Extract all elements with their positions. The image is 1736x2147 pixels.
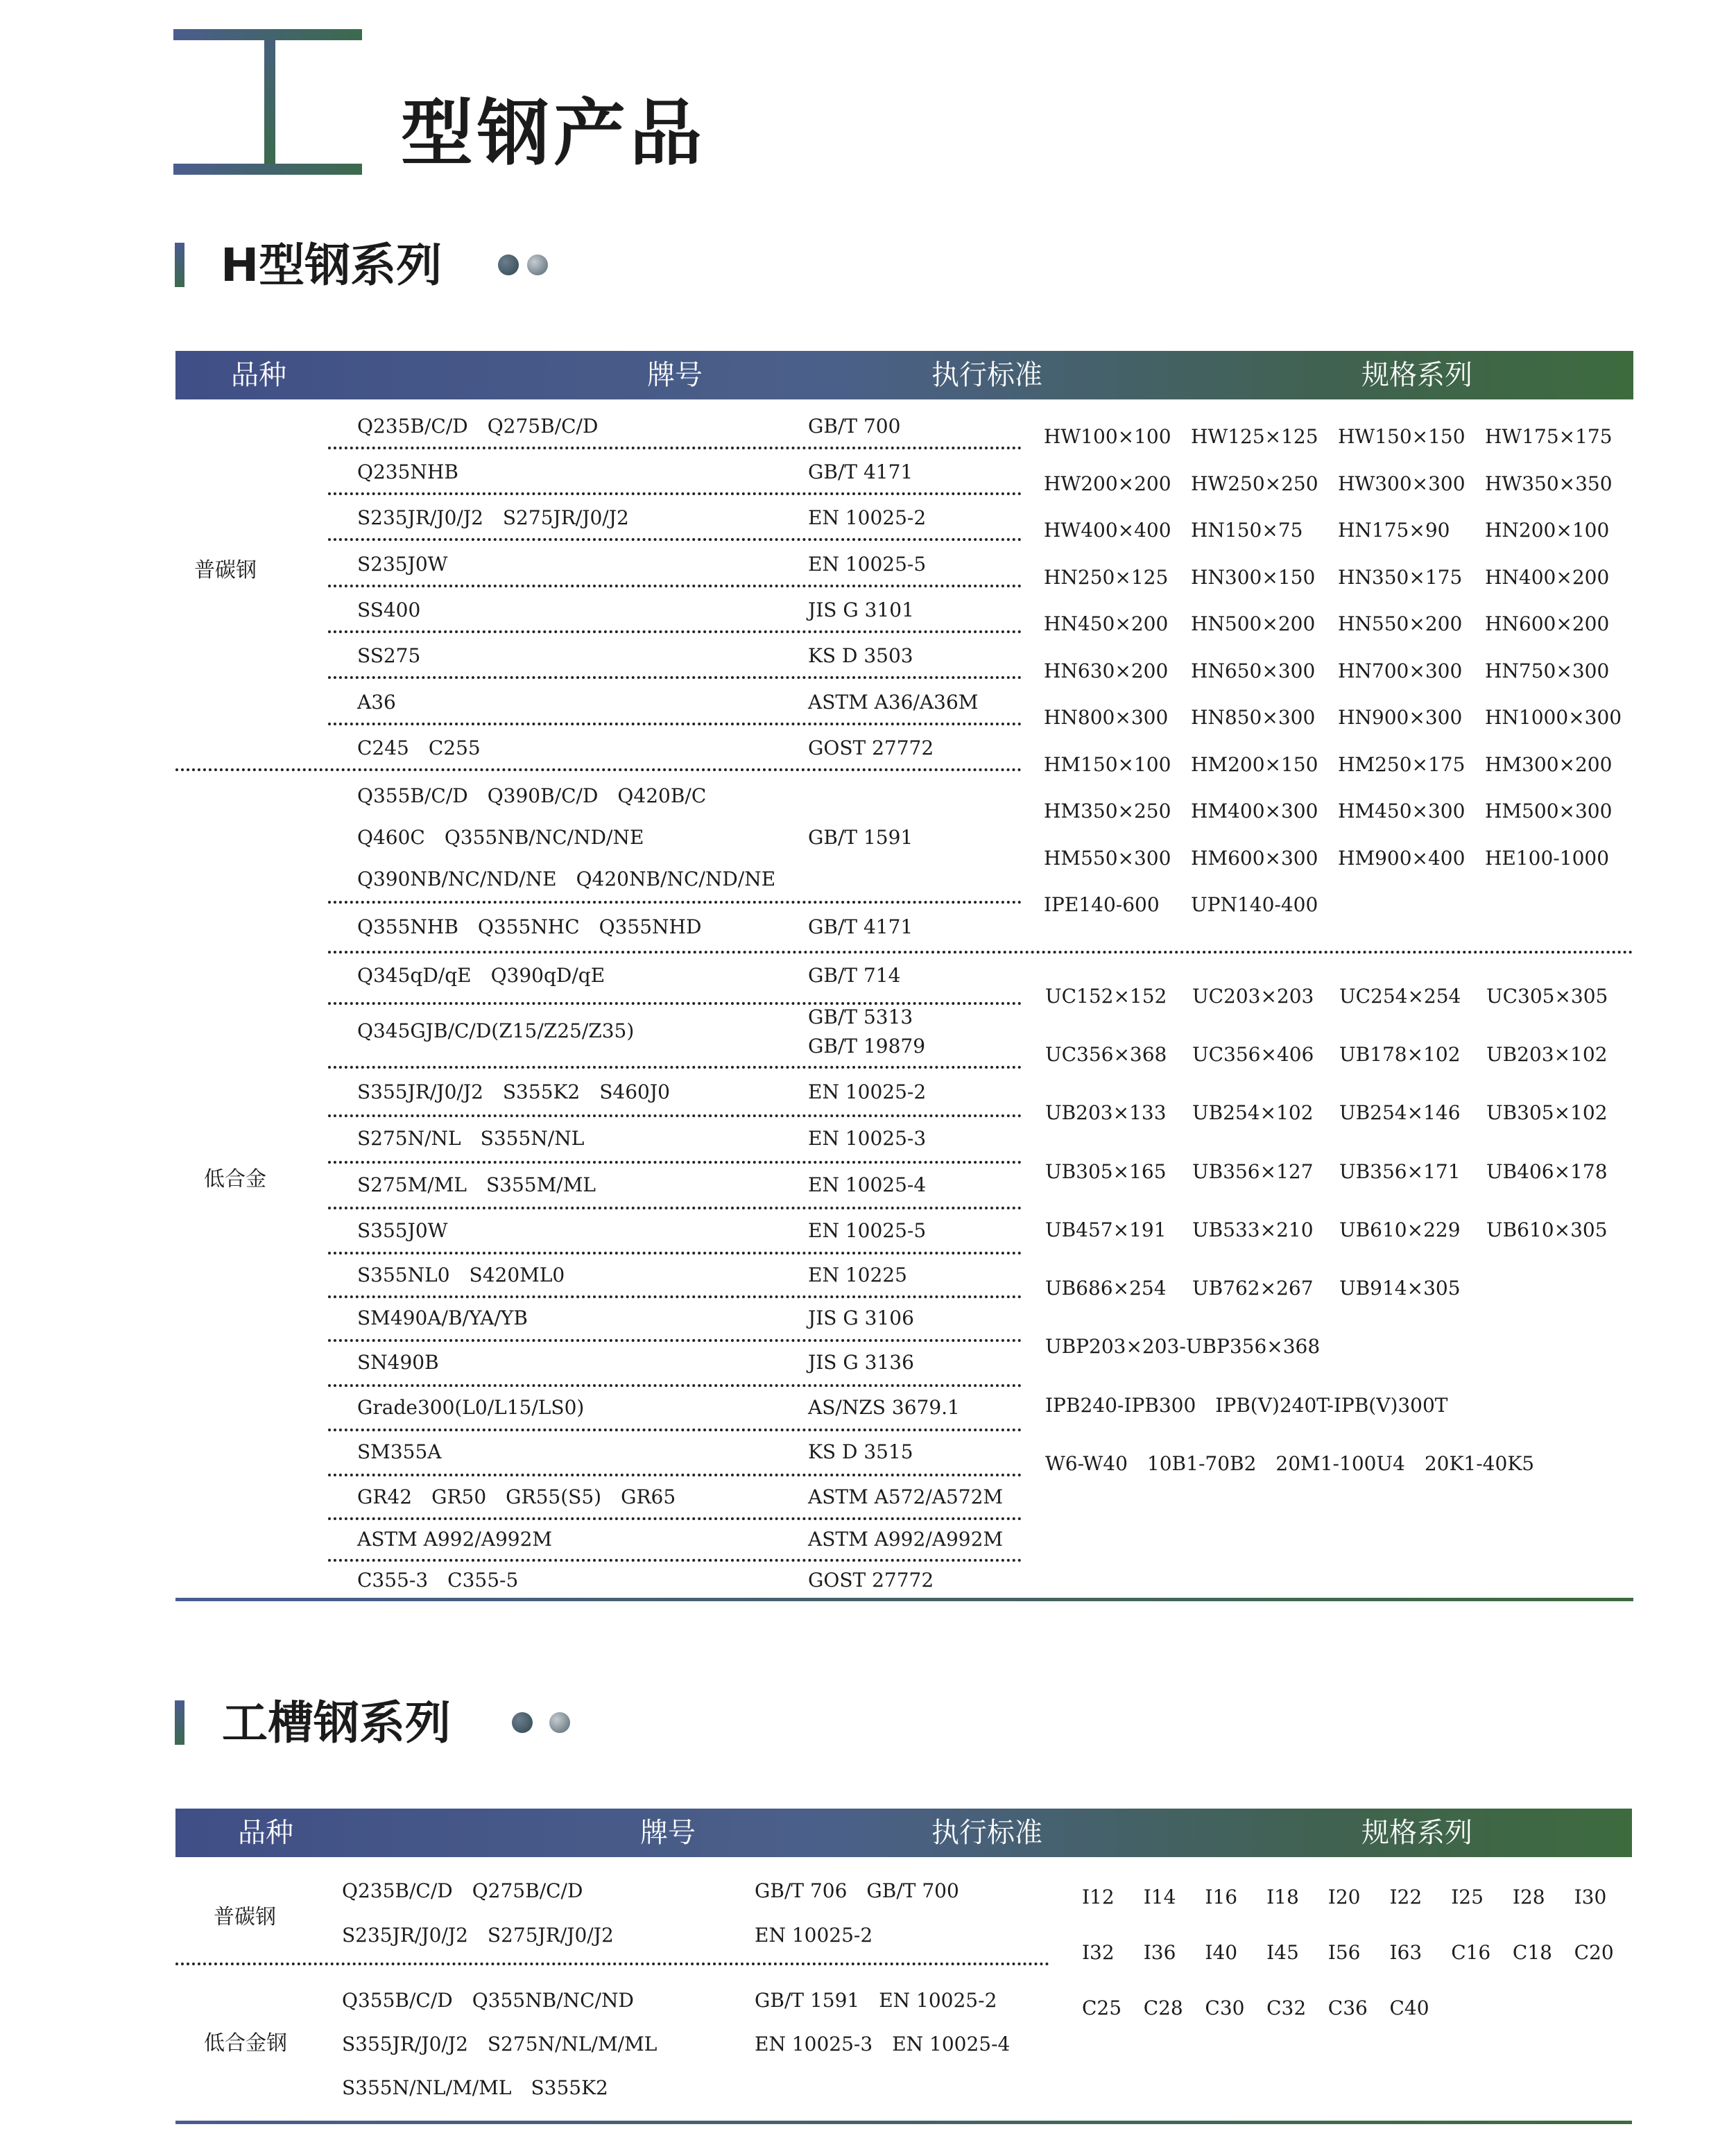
standard-cell: KS D 3515 [808, 1440, 913, 1463]
category-divider [175, 1963, 1049, 1965]
header-spec: 规格系列 [1361, 359, 1472, 391]
grade-cell: Q235B/C/D Q275B/C/D [342, 1879, 583, 1902]
spec-cell: HM300×200 [1485, 752, 1613, 776]
standard-cell: GB/T 4171 [808, 915, 913, 938]
standard-cell: GB/T 700 [808, 415, 901, 438]
spec-cell: HM350×250 [1044, 800, 1171, 822]
header-grade: 牌号 [647, 359, 703, 391]
row-divider [328, 1114, 1022, 1117]
grade-cell: Q345qD/qE Q390qD/qE [357, 964, 605, 987]
spec-cell: C40 [1389, 1997, 1429, 2019]
spec-cell: C32 [1266, 1997, 1307, 2019]
standard-cell: AS/NZS 3679.1 [808, 1396, 960, 1419]
spec-cell: I28 [1512, 1886, 1545, 1908]
spec-cell: HN200×100 [1485, 519, 1610, 542]
grade-cell: S235JR/J0/J2 S275JR/J0/J2 [357, 506, 629, 529]
spec-cell: HM400×300 [1191, 800, 1318, 822]
standard-cell: EN 10025-5 [808, 1219, 927, 1242]
grade-cell: GR42 GR50 GR55(S5) GR65 [357, 1485, 676, 1508]
header-variety: 品种 [231, 359, 286, 391]
title-logo-stem [264, 40, 275, 164]
standard-cell: GOST 27772 [808, 1569, 934, 1592]
spec-cell: C16 [1451, 1941, 1491, 1964]
standard-cell: ASTM A992/A992M [808, 1528, 1004, 1551]
row-divider [328, 1474, 1022, 1476]
spec-cell: HW100×100 [1044, 425, 1171, 448]
spec-cell: I25 [1451, 1886, 1484, 1908]
header-grade: 牌号 [640, 1817, 696, 1849]
header-standard: 执行标准 [931, 1817, 1042, 1849]
spec-cell: I14 [1143, 1886, 1176, 1908]
spec-cell: UB610×229 [1339, 1218, 1461, 1241]
category-plain-carbon: 普碳钢 [194, 558, 257, 583]
spec-cell: HN500×200 [1191, 612, 1316, 635]
row-divider [328, 1339, 1022, 1342]
spec-cell: I20 [1327, 1886, 1361, 1908]
category-plain-carbon: 普碳钢 [214, 1905, 276, 1929]
spec-cell: HN1000×300 [1485, 706, 1622, 729]
grade-cell: SN490B [357, 1351, 439, 1374]
section-marker [175, 243, 184, 287]
spec-cell: HN650×300 [1191, 659, 1316, 682]
spec-cell: HN400×200 [1485, 565, 1610, 589]
spec-cell: HW200×200 [1044, 472, 1171, 495]
spec-cell: HN175×90 [1338, 519, 1450, 542]
grade-cell: Grade300(L0/L15/LS0) [357, 1396, 585, 1419]
row-divider [328, 1002, 1022, 1005]
row-divider [328, 1066, 1022, 1069]
spec-cell: UB533×210 [1192, 1218, 1314, 1241]
spec-cell: I22 [1389, 1886, 1423, 1908]
grade-cell: Q235B/C/D Q275B/C/D [357, 415, 599, 438]
spec-cell: UB610×305 [1486, 1218, 1608, 1241]
standard-cell: GOST 27772 [808, 736, 934, 759]
grade-cell: S355J0W [357, 1219, 448, 1242]
spec-cell: HW400×400 [1044, 519, 1171, 542]
standard-cell: EN 10025-5 [808, 553, 927, 576]
grade-cell: S355N/NL/M/ML S355K2 [342, 2076, 608, 2099]
standard-cell: ASTM A36/A36M [808, 691, 979, 714]
grade-cell: C245 C255 [357, 736, 481, 759]
spec-cell: HN630×200 [1044, 659, 1169, 682]
spec-cell: HN900×300 [1338, 706, 1463, 729]
spec-cell: UC305×305 [1486, 985, 1608, 1008]
spec-cell: UC356×368 [1045, 1043, 1167, 1067]
spec-cell: HM500×300 [1485, 800, 1613, 822]
i-table-bottom-rule [175, 2121, 1632, 2124]
row-divider [328, 630, 1022, 633]
spec-cell: HM450×300 [1338, 800, 1466, 822]
standard-cell: ASTM A572/A572M [808, 1485, 1004, 1508]
spec-cell: C28 [1143, 1997, 1183, 2019]
spec-cell: UC152×152 [1045, 985, 1167, 1008]
spec-cell: HM600×300 [1191, 846, 1318, 870]
h-section-title: H型钢系列 [221, 239, 442, 292]
spec-line: W6-W40 10B1-70B2 20M1-100U4 20K1-40K5 [1045, 1452, 1535, 1475]
standard-cell: EN 10225 [808, 1264, 907, 1286]
grade-cell: Q345GJB/C/D(Z15/Z25/Z35) [357, 1019, 635, 1042]
standard-cell: EN 10025-3 [808, 1127, 927, 1150]
standard-cell: JIS G 3106 [808, 1307, 914, 1329]
title-logo-bottom-bar [173, 164, 362, 175]
grade-cell: S355NL0 S420ML0 [357, 1264, 565, 1286]
h-table-bottom-rule [175, 1598, 1633, 1601]
header-variety: 品种 [238, 1817, 293, 1849]
spec-cell: HN850×300 [1191, 706, 1316, 729]
row-divider [328, 1517, 1022, 1520]
spec-cell: HM250×175 [1338, 752, 1466, 776]
h-table-header [175, 351, 1633, 399]
row-divider [328, 723, 1022, 725]
dot-icon [527, 255, 548, 275]
row-divider [328, 492, 1022, 495]
spec-cell: UB254×146 [1339, 1101, 1461, 1125]
i-table-header [175, 1809, 1632, 1857]
standard-cell: KS D 3503 [808, 644, 913, 667]
category-low-alloy: 低合金 [204, 1167, 266, 1191]
spec-cell: HW250×250 [1191, 472, 1318, 495]
spec-cell: HN250×125 [1044, 565, 1169, 589]
standard-cell: GB/T 4171 [808, 460, 913, 483]
grade-cell: S355JR/J0/J2 S275N/NL/M/ML [342, 2033, 658, 2055]
standard-cell: GB/T 19879 [808, 1035, 926, 1058]
grade-cell: Q355NHB Q355NHC Q355NHD [357, 915, 702, 938]
standard-cell: JIS G 3136 [808, 1351, 914, 1374]
row-divider [328, 1252, 1022, 1254]
spec-cell: HW300×300 [1338, 472, 1466, 495]
standard-cell: EN 10025-4 [808, 1173, 927, 1196]
grade-cell: A36 [357, 691, 396, 714]
grade-cell: ASTM A992/A992M [357, 1528, 553, 1551]
spec-cell: HN550×200 [1338, 612, 1463, 635]
standard-cell: EN 10025-2 [808, 506, 927, 529]
spec-cell: HN350×175 [1338, 565, 1463, 589]
standard-cell: EN 10025-2 [755, 1924, 873, 1947]
spec-cell: HE100-1000 [1485, 846, 1610, 870]
spec-cell: I18 [1266, 1886, 1299, 1908]
row-divider [328, 1295, 1022, 1298]
spec-cell: UB203×133 [1045, 1101, 1167, 1125]
spec-cell: UC254×254 [1339, 985, 1461, 1008]
grade-cell: S235JR/J0/J2 S275JR/J0/J2 [342, 1924, 614, 1947]
spec-cell: I12 [1082, 1886, 1115, 1908]
spec-cell: I30 [1574, 1886, 1607, 1908]
spec-cell: IPE140-600 [1044, 893, 1160, 916]
grade-cell: SS400 [357, 598, 421, 621]
spec-cell: HN700×300 [1338, 659, 1463, 682]
spec-cell: HN600×200 [1485, 612, 1610, 635]
spec-cell: UC356×406 [1192, 1043, 1314, 1067]
grade-cell: C355-3 C355-5 [357, 1569, 519, 1592]
spec-cell: C25 [1082, 1997, 1122, 2019]
spec-line: UBP203×203-UBP356×368 [1045, 1335, 1321, 1358]
spec-cell: C30 [1205, 1997, 1245, 2019]
spec-cell: UB914×305 [1339, 1277, 1461, 1300]
spec-divider [328, 951, 1633, 954]
header-standard: 执行标准 [931, 359, 1042, 391]
spec-cell: HM550×300 [1044, 846, 1171, 870]
grade-cell: S275M/ML S355M/ML [357, 1173, 596, 1196]
standard-cell: JIS G 3101 [808, 598, 914, 621]
spec-cell: HN150×75 [1191, 519, 1303, 542]
grade-cell: Q355B/C/D Q355NB/NC/ND [342, 1989, 634, 2012]
spec-cell: UB305×102 [1486, 1101, 1608, 1125]
spec-cell: I36 [1143, 1941, 1176, 1964]
spec-cell: HN300×150 [1191, 565, 1316, 589]
spec-cell: UB203×102 [1486, 1043, 1608, 1067]
row-divider [328, 1161, 1022, 1164]
header-spec: 规格系列 [1361, 1817, 1472, 1849]
category-divider [175, 768, 1022, 771]
section-marker [175, 1700, 184, 1745]
spec-cell: UB356×171 [1339, 1159, 1461, 1183]
dot-icon [549, 1712, 570, 1733]
grade-cell: Q355B/C/D Q390B/C/D Q420B/C [357, 784, 707, 807]
spec-cell: I16 [1205, 1886, 1238, 1908]
standard-cell: GB/T 714 [808, 964, 901, 987]
page-title: 型钢产品 [401, 91, 707, 175]
spec-cell: I32 [1082, 1941, 1115, 1964]
spec-cell: UB406×178 [1486, 1159, 1608, 1183]
standard-cell: GB/T 5313 [808, 1006, 913, 1028]
spec-cell: I40 [1205, 1941, 1238, 1964]
spec-cell: I63 [1389, 1941, 1423, 1964]
spec-cell: UC203×203 [1192, 985, 1314, 1008]
grade-cell: S355JR/J0/J2 S355K2 S460J0 [357, 1080, 670, 1103]
standard-cell: EN 10025-2 [808, 1080, 927, 1103]
title-logo-top-bar [173, 29, 362, 40]
standard-cell: EN 10025-3 EN 10025-4 [755, 2033, 1011, 2055]
spec-cell: I56 [1327, 1941, 1361, 1964]
grade-cell: SS275 [357, 644, 421, 667]
row-divider [328, 1207, 1022, 1209]
grade-cell: S235J0W [357, 553, 448, 576]
spec-cell: HN750×300 [1485, 659, 1610, 682]
standard-cell: GB/T 1591 [808, 826, 913, 849]
spec-cell: UPN140-400 [1191, 893, 1318, 916]
spec-cell: I45 [1266, 1941, 1299, 1964]
i-section-title: 工槽钢系列 [222, 1696, 451, 1750]
spec-cell: UB686×254 [1045, 1277, 1167, 1300]
spec-cell: HM200×150 [1191, 752, 1318, 776]
grade-cell: S275N/NL S355N/NL [357, 1127, 585, 1150]
grade-cell: Q235NHB [357, 460, 458, 483]
spec-cell: HM900×400 [1338, 846, 1466, 870]
grade-cell: Q460C Q355NB/NC/ND/NE [357, 826, 644, 849]
grade-cell: SM490A/B/YA/YB [357, 1307, 528, 1329]
spec-cell: UB457×191 [1045, 1218, 1167, 1241]
spec-cell: C36 [1327, 1997, 1368, 2019]
row-divider [328, 1429, 1022, 1431]
row-divider [328, 901, 1022, 904]
row-divider [328, 1384, 1022, 1387]
row-divider [328, 447, 1022, 449]
dot-icon [512, 1712, 533, 1733]
standard-cell: GB/T 1591 EN 10025-2 [755, 1989, 997, 2012]
spec-line: IPB240-IPB300 IPB(V)240T-IPB(V)300T [1045, 1393, 1448, 1417]
row-divider [328, 585, 1022, 587]
spec-cell: HM150×100 [1044, 752, 1171, 776]
grade-cell: Q390NB/NC/ND/NE Q420NB/NC/ND/NE [357, 868, 776, 890]
category-low-alloy-steel: 低合金钢 [204, 2031, 287, 2055]
spec-cell: C20 [1574, 1941, 1614, 1964]
spec-cell: HW175×175 [1485, 425, 1613, 448]
spec-cell: UB254×102 [1192, 1101, 1314, 1125]
dot-icon [498, 255, 519, 275]
spec-cell: C18 [1512, 1941, 1552, 1964]
standard-cell: GB/T 706 GB/T 700 [755, 1879, 959, 1902]
spec-cell: UB356×127 [1192, 1159, 1314, 1183]
spec-cell: HN800×300 [1044, 706, 1169, 729]
row-divider [328, 538, 1022, 541]
spec-cell: HW150×150 [1338, 425, 1466, 448]
grade-cell: SM355A [357, 1440, 442, 1463]
spec-cell: UB178×102 [1339, 1043, 1461, 1067]
row-divider [328, 1559, 1022, 1562]
spec-cell: HW350×350 [1485, 472, 1613, 495]
spec-cell: HN450×200 [1044, 612, 1169, 635]
spec-cell: HW125×125 [1191, 425, 1318, 448]
spec-cell: UB762×267 [1192, 1277, 1314, 1300]
spec-cell: UB305×165 [1045, 1159, 1167, 1183]
row-divider [328, 676, 1022, 679]
